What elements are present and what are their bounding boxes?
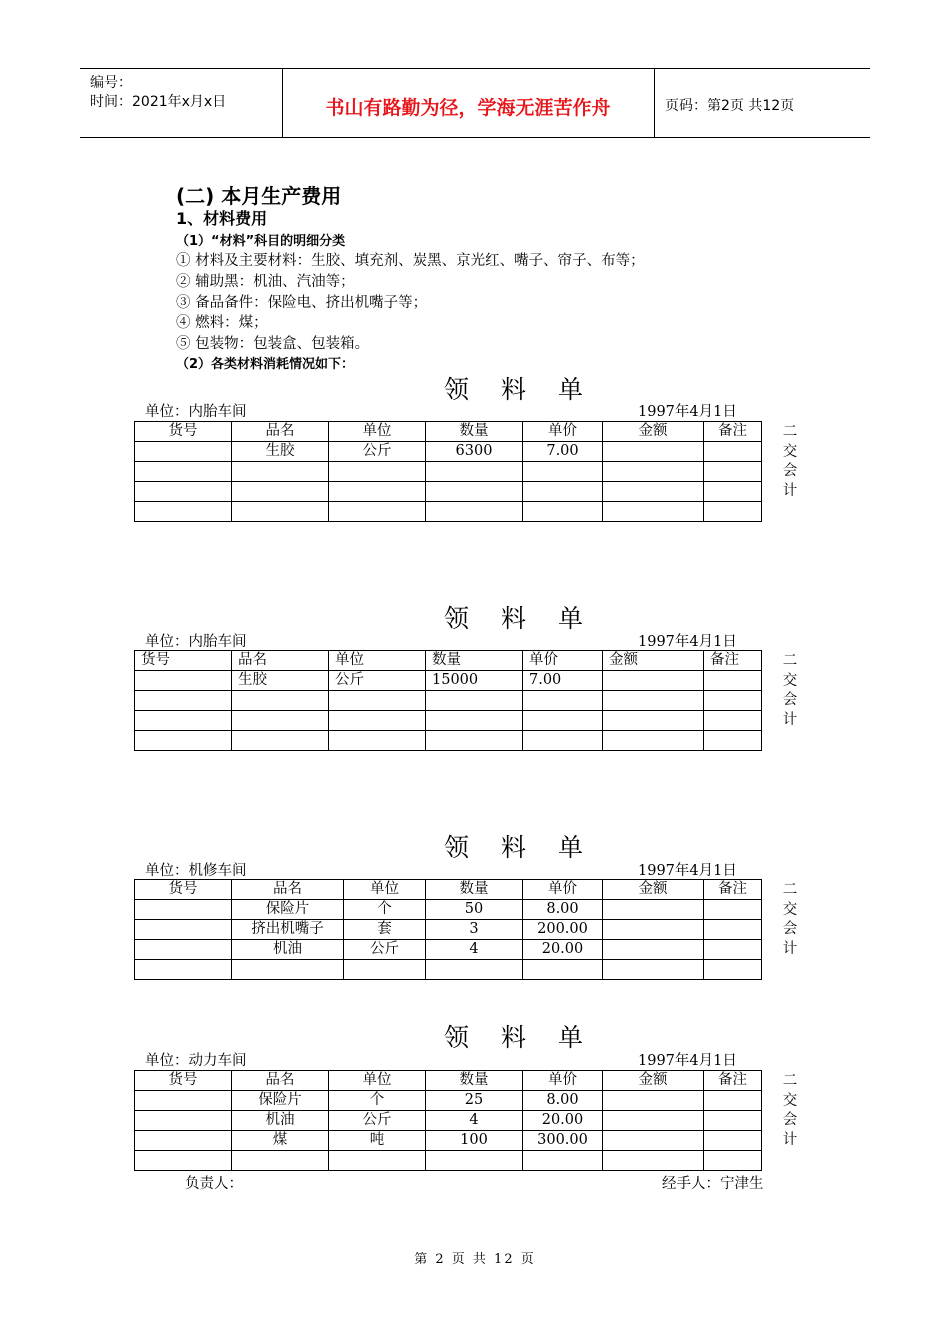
column-header: 单价: [523, 651, 603, 671]
table-cell: [704, 1131, 762, 1151]
table-cell: [135, 442, 232, 462]
table-cell: [135, 691, 232, 711]
table-cell: [426, 502, 523, 522]
requisition-table: [134, 650, 762, 751]
form-unit: 单位：动力车间: [145, 1053, 247, 1069]
table-cell: [232, 462, 329, 482]
table-cell: 15000: [426, 671, 523, 691]
form-title: 领 料 单: [443, 604, 583, 633]
table-cell: 50: [426, 900, 523, 920]
table-cell: [704, 482, 762, 502]
column-header: 数量: [426, 880, 523, 900]
table-header-row: [135, 1071, 762, 1091]
page-footer: 第 2 页 共 12 页: [414, 1252, 536, 1267]
requisition-table: [134, 879, 762, 980]
table-cell: [135, 920, 232, 940]
form-title: 领 料 单: [443, 1023, 583, 1052]
table-cell: 20.00: [523, 1111, 603, 1131]
table-cell: 机油: [232, 1111, 329, 1131]
table-cell: [704, 1091, 762, 1111]
column-header: 数量: [426, 1071, 523, 1091]
column-header: 备注: [704, 422, 762, 442]
motto: 书山有路勤为径，学海无涯苦作舟: [325, 97, 611, 119]
table-cell: 公斤: [344, 940, 426, 960]
table-cell: 煤: [232, 1131, 329, 1151]
table-cell: [704, 920, 762, 940]
section-title: (二) 本月生产费用: [176, 184, 342, 208]
form-title: 领 料 单: [443, 833, 583, 862]
section-subtitle: 1、材料费用: [176, 209, 268, 228]
table-cell: 保险片: [232, 900, 344, 920]
table-cell: [704, 1111, 762, 1131]
table-cell: 8.00: [523, 1091, 603, 1111]
table-row: [135, 502, 762, 522]
table-row: [135, 671, 762, 691]
form-date: 1997年4月1日: [638, 863, 737, 879]
column-header: 备注: [704, 1071, 762, 1091]
table-row: [135, 482, 762, 502]
header-left-cell: [80, 69, 283, 137]
column-header: 金额: [603, 1071, 704, 1091]
column-header: 备注: [704, 880, 762, 900]
table-cell: 机油: [232, 940, 344, 960]
table-cell: 25: [426, 1091, 523, 1111]
table-cell: 生胶: [232, 671, 329, 691]
form-title: 领 料 单: [443, 375, 583, 404]
table-cell: [523, 482, 603, 502]
table-cell: [426, 462, 523, 482]
table-cell: [704, 1151, 762, 1171]
table-cell: [603, 502, 704, 522]
table-cell: 个: [344, 900, 426, 920]
table-cell: [603, 671, 704, 691]
column-header: 单价: [523, 880, 603, 900]
subsection-2: （2）各类材料消耗情况如下：: [176, 357, 355, 372]
form-date: 1997年4月1日: [638, 1053, 737, 1069]
table-cell: 200.00: [523, 920, 603, 940]
form-unit: 单位：机修车间: [145, 863, 247, 879]
table-cell: [426, 482, 523, 502]
table-cell: [344, 960, 426, 980]
table-cell: [329, 502, 426, 522]
table-cell: [232, 960, 344, 980]
table-cell: [523, 691, 603, 711]
column-header: 单位: [344, 880, 426, 900]
column-header: 数量: [426, 651, 523, 671]
column-header: 品名: [232, 651, 329, 671]
table-cell: [603, 920, 704, 940]
table-cell: [135, 731, 232, 751]
column-header: 品名: [232, 880, 344, 900]
table-cell: [135, 1111, 232, 1131]
form-date: 1997年4月1日: [638, 634, 737, 650]
table-header-row: [135, 880, 762, 900]
copy-note: 二 交 会 计: [782, 424, 798, 499]
requisition-table: [134, 421, 762, 522]
column-header: 货号: [135, 880, 232, 900]
table-cell: [603, 1111, 704, 1131]
table-row: [135, 711, 762, 731]
column-header: 单位: [329, 422, 426, 442]
column-header: 金额: [603, 651, 704, 671]
table-cell: [135, 1091, 232, 1111]
category-item: ⑤ 包装物：包装盒、包装箱。: [176, 336, 370, 352]
table-cell: [135, 671, 232, 691]
table-cell: [603, 1131, 704, 1151]
table-cell: [603, 462, 704, 482]
table-cell: [523, 711, 603, 731]
table-cell: [523, 502, 603, 522]
table-cell: 套: [344, 920, 426, 940]
column-header: 单价: [523, 422, 603, 442]
table-cell: [232, 482, 329, 502]
table-row: [135, 1131, 762, 1151]
table-cell: [232, 1151, 329, 1171]
table-cell: 3: [426, 920, 523, 940]
category-item: ① 材料及主要材料：生胶、填充剂、炭黑、京光红、嘴子、帘子、布等；: [176, 253, 645, 269]
number-label: 编号：: [90, 75, 132, 91]
responsible-person-label: 负责人：: [185, 1176, 243, 1192]
table-cell: [704, 691, 762, 711]
table-cell: [603, 691, 704, 711]
table-cell: [523, 960, 603, 980]
table-cell: [603, 442, 704, 462]
table-row: [135, 462, 762, 482]
table-row: [135, 1111, 762, 1131]
table-cell: 个: [329, 1091, 426, 1111]
column-header: 金额: [603, 422, 704, 442]
table-cell: 6300: [426, 442, 523, 462]
table-row: [135, 1151, 762, 1171]
category-item: ③ 备品备件：保险电、挤出机嘴子等；: [176, 295, 428, 311]
table-cell: [232, 691, 329, 711]
category-item: ② 辅助黑：机油、汽油等；: [176, 274, 355, 290]
table-row: [135, 442, 762, 462]
table-cell: [232, 731, 329, 751]
table-cell: [329, 482, 426, 502]
table-cell: [603, 1151, 704, 1171]
table-cell: 保险片: [232, 1091, 329, 1111]
form-unit: 单位：内胎车间: [145, 404, 247, 420]
column-header: 金额: [603, 880, 704, 900]
handler-label: 经手人：宁津生: [662, 1176, 764, 1192]
table-cell: 挤出机嘴子: [232, 920, 344, 940]
table-row: [135, 920, 762, 940]
header-center-cell: [282, 69, 655, 137]
table-row: [135, 1091, 762, 1111]
table-cell: [135, 502, 232, 522]
table-cell: [603, 940, 704, 960]
column-header: 单位: [329, 1071, 426, 1091]
column-header: 货号: [135, 422, 232, 442]
table-cell: [603, 731, 704, 751]
table-row: [135, 960, 762, 980]
table-cell: [603, 960, 704, 980]
column-header: 货号: [135, 1071, 232, 1091]
table-cell: 吨: [329, 1131, 426, 1151]
table-cell: [426, 711, 523, 731]
table-cell: [704, 731, 762, 751]
time-label: 时间：2021年x月x日: [90, 94, 227, 110]
table-cell: 7.00: [523, 671, 603, 691]
table-cell: [704, 462, 762, 482]
table-cell: [523, 731, 603, 751]
table-cell: 8.00: [523, 900, 603, 920]
table-cell: 生胶: [232, 442, 329, 462]
table-cell: [426, 960, 523, 980]
table-cell: [329, 731, 426, 751]
category-item: ④ 燃料：煤；: [176, 315, 268, 331]
table-cell: [329, 1151, 426, 1171]
table-cell: [603, 1091, 704, 1111]
table-cell: [603, 900, 704, 920]
table-cell: [135, 960, 232, 980]
table-cell: [704, 502, 762, 522]
table-cell: [135, 711, 232, 731]
table-cell: [523, 462, 603, 482]
table-cell: 公斤: [329, 671, 426, 691]
table-header-row: [135, 651, 762, 671]
table-cell: [232, 502, 329, 522]
page-info: 页码：第2页 共12页: [665, 98, 795, 114]
table-cell: [135, 900, 232, 920]
form-unit: 单位：内胎车间: [145, 634, 247, 650]
column-header: 品名: [232, 1071, 329, 1091]
copy-note: 二 交 会 计: [782, 1073, 798, 1148]
column-header: 品名: [232, 422, 329, 442]
copy-note: 二 交 会 计: [782, 653, 798, 728]
table-row: [135, 731, 762, 751]
table-header-row: [135, 422, 762, 442]
column-header: 数量: [426, 422, 523, 442]
table-cell: [704, 442, 762, 462]
form-date: 1997年4月1日: [638, 404, 737, 420]
column-header: 单价: [523, 1071, 603, 1091]
table-cell: [135, 482, 232, 502]
table-cell: [329, 711, 426, 731]
header-right-cell: [655, 69, 870, 137]
table-cell: [603, 482, 704, 502]
table-cell: [232, 711, 329, 731]
table-cell: 公斤: [329, 1111, 426, 1131]
table-cell: 7.00: [523, 442, 603, 462]
column-header: 备注: [704, 651, 762, 671]
table-cell: 4: [426, 940, 523, 960]
table-cell: [704, 960, 762, 980]
table-cell: [329, 462, 426, 482]
page-header: [80, 68, 870, 138]
table-cell: 公斤: [329, 442, 426, 462]
table-cell: [523, 1151, 603, 1171]
table-cell: [426, 1151, 523, 1171]
table-cell: [135, 462, 232, 482]
table-cell: 300.00: [523, 1131, 603, 1151]
table-cell: 20.00: [523, 940, 603, 960]
table-cell: [704, 940, 762, 960]
table-cell: [135, 1131, 232, 1151]
column-header: 货号: [135, 651, 232, 671]
table-row: [135, 900, 762, 920]
table-cell: 4: [426, 1111, 523, 1131]
table-row: [135, 691, 762, 711]
table-cell: [426, 691, 523, 711]
subsection-1: （1）“材料”科目的明细分类: [176, 234, 346, 249]
table-cell: [704, 671, 762, 691]
table-cell: 100: [426, 1131, 523, 1151]
table-cell: [704, 711, 762, 731]
column-header: 单位: [329, 651, 426, 671]
copy-note: 二 交 会 计: [782, 882, 798, 957]
table-cell: [135, 940, 232, 960]
table-cell: [329, 691, 426, 711]
table-row: [135, 940, 762, 960]
requisition-table: [134, 1070, 762, 1171]
table-cell: [603, 711, 704, 731]
table-cell: [426, 731, 523, 751]
table-cell: [704, 900, 762, 920]
table-cell: [135, 1151, 232, 1171]
